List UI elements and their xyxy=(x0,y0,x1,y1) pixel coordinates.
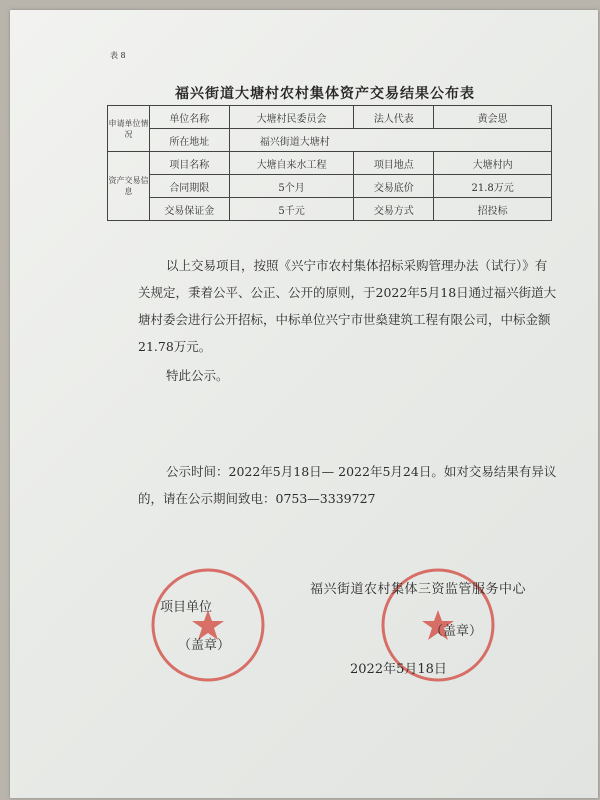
right-seal-label: （盖章） xyxy=(430,624,483,639)
signature-date: 2022年5月18日 xyxy=(350,662,447,677)
project-name-label: 项目名称 xyxy=(149,152,229,175)
left-seal-stamp xyxy=(148,565,268,685)
document-title: 福兴街道大塘村农村集体资产交易结果公布表 xyxy=(175,86,475,102)
unit-name-value: 大塘村民委员会 xyxy=(229,106,354,129)
deposit-label: 交易保证金 xyxy=(149,198,229,221)
address-label: 所在地址 xyxy=(149,129,229,152)
asset-section-label: 资产交易信息 xyxy=(108,152,150,221)
contract-period-label: 合同期限 xyxy=(149,175,229,198)
applicant-section-label: 申请单位情况 xyxy=(108,106,150,152)
method-label: 交易方式 xyxy=(354,198,434,221)
reserve-price-label: 交易底价 xyxy=(354,175,434,198)
body-paragraph-1: 以上交易项目，按照《兴宁市农村集体招标采购管理办法（试行）》有关规定，秉着公平、公正、公开的原则，于2022年5月18日通过福兴街道大塘村委会进行公开招标，中标单位兴宁市世燊建筑工程有限公司，中标金额21.78万元。 xyxy=(138,258,557,354)
document-page xyxy=(10,10,598,798)
body-paragraph-2: 特此公示。 xyxy=(166,368,229,383)
left-seal-label: （盖章） xyxy=(178,638,231,653)
contract-period-value: 5个月 xyxy=(229,175,354,198)
unit-name-label: 单位名称 xyxy=(149,106,229,129)
legal-rep-value: 黄会思 xyxy=(434,106,552,129)
project-location-value: 大塘村内 xyxy=(434,152,552,175)
body-paragraph-3: 公示时间：2022年5月18日— 2022年5月24日。如对交易结果有异议的，请在公示期间致电：0753—3339727 xyxy=(138,464,557,506)
info-table xyxy=(107,105,552,221)
project-name-value: 大塘自来水工程 xyxy=(229,152,354,175)
address-value: 福兴街道大塘村 xyxy=(229,129,551,152)
notice-period xyxy=(138,458,558,512)
legal-rep-label: 法人代表 xyxy=(354,106,434,129)
reserve-price-value: 21.8万元 xyxy=(434,175,552,198)
project-location-label: 项目地点 xyxy=(354,152,434,175)
announcement-body xyxy=(138,252,558,389)
project-unit-label: 项目单位 xyxy=(160,600,213,615)
form-number: 表 8 xyxy=(110,51,126,60)
deposit-value: 5千元 xyxy=(229,198,354,221)
method-value: 招投标 xyxy=(434,198,552,221)
service-center-label: 福兴街道农村集体三资监管服务中心 xyxy=(310,582,527,597)
